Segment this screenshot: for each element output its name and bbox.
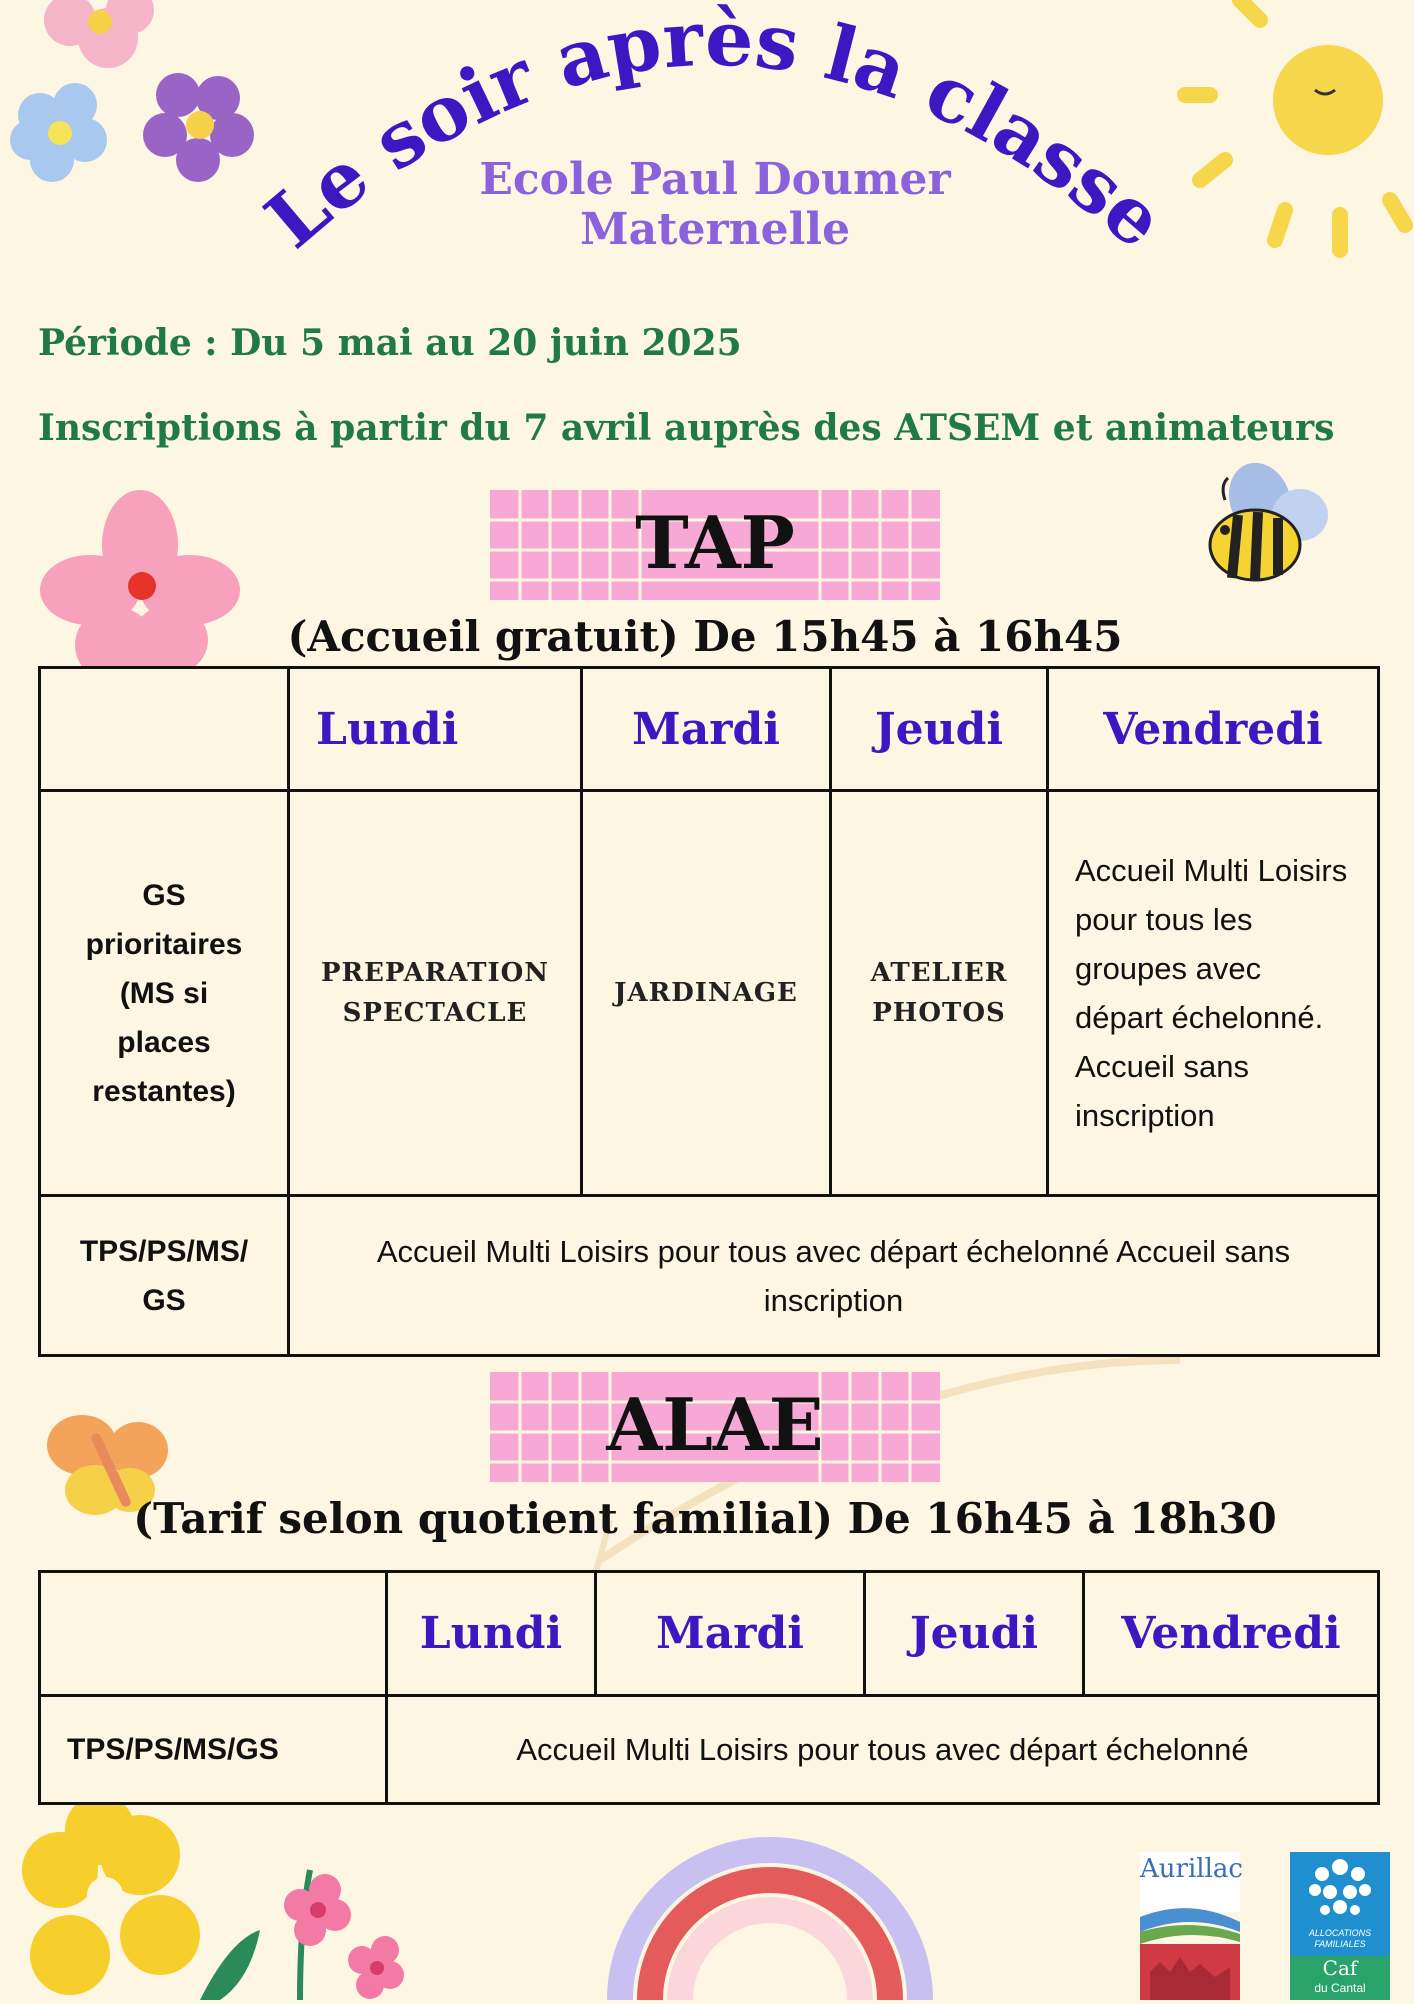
activity-cell: ATELIER PHOTOS (831, 791, 1048, 1196)
day-header: Jeudi (831, 668, 1048, 791)
table-row (40, 791, 1379, 1196)
caf-emblem-icon (1290, 1852, 1390, 1922)
table-row (40, 1196, 1379, 1356)
period-text: Période : Du 5 mai au 20 juin 2025 (38, 322, 742, 364)
svg-text:Le soir après la classe: Le soir après la classe (249, 0, 1182, 266)
day-header: Lundi (289, 668, 582, 791)
day-header: Vendredi (1048, 668, 1379, 791)
activity-cell: Accueil Multi Loisirs pour tous avec départ échelonné Accueil sans inscription (289, 1196, 1379, 1356)
day-header: Jeudi (865, 1572, 1084, 1696)
bee-icon (1210, 454, 1328, 580)
group-cell: TPS/PS/MS/GS (40, 1696, 387, 1804)
alae-header-row (40, 1572, 1379, 1696)
tap-subtitle: (Accueil gratuit) De 15h45 à 16h45 (287, 612, 1123, 661)
school-name: Ecole Paul Doumer (479, 154, 951, 205)
caf-logo (1290, 1852, 1390, 2000)
activity-cell: PREPARATION SPECTACLE (289, 791, 582, 1196)
group-cell: TPS/PS/MS/ GS (40, 1196, 289, 1356)
group-cell: GS prioritaires (MS si places restantes) (40, 791, 289, 1196)
caf-sub: du Cantal (1314, 1981, 1366, 1995)
flower-icon (284, 1874, 351, 1946)
day-header: Mardi (582, 668, 831, 791)
day-header: Vendredi (1084, 1572, 1379, 1696)
activity-cell: Accueil Multi Loisirs pour tous avec départ échelonné (387, 1696, 1379, 1804)
aurillac-name: Aurillac (1140, 1854, 1243, 1884)
alae-title: ALAE (606, 1382, 824, 1467)
alae-subtitle: (Tarif selon quotient familial) De 16h45 à 18h30 (133, 1494, 1277, 1543)
table-row (40, 1696, 1379, 1804)
flower-icon (348, 1936, 404, 1999)
day-header: Mardi (596, 1572, 865, 1696)
registration-text: Inscriptions à partir du 7 avril auprès des ATSEM et animateurs (38, 407, 1335, 449)
activity-cell: Accueil Multi Loisirs pour tous les groupes avec départ échelonné. Accueil sans inscription (1048, 791, 1379, 1196)
day-header: Lundi (387, 1572, 596, 1696)
tap-title: TAP (635, 500, 795, 585)
aurillac-logo (1140, 1852, 1243, 2000)
empty-cell (40, 1572, 387, 1696)
flower-icon (22, 1795, 200, 1995)
tap-table (38, 666, 1380, 1357)
rainbow-icon (620, 1850, 920, 2000)
caf-name: Caf (1322, 1956, 1358, 1980)
caf-line1: ALLOCATIONS (1308, 1928, 1372, 1938)
tap-header-row (40, 668, 1379, 791)
activity-cell: JARDINAGE (582, 791, 831, 1196)
caf-line2: FAMILIALES (1314, 1939, 1366, 1949)
page-title (0, 0, 1414, 300)
alae-table (38, 1570, 1380, 1805)
empty-cell (40, 668, 289, 791)
school-level: Maternelle (579, 204, 851, 255)
